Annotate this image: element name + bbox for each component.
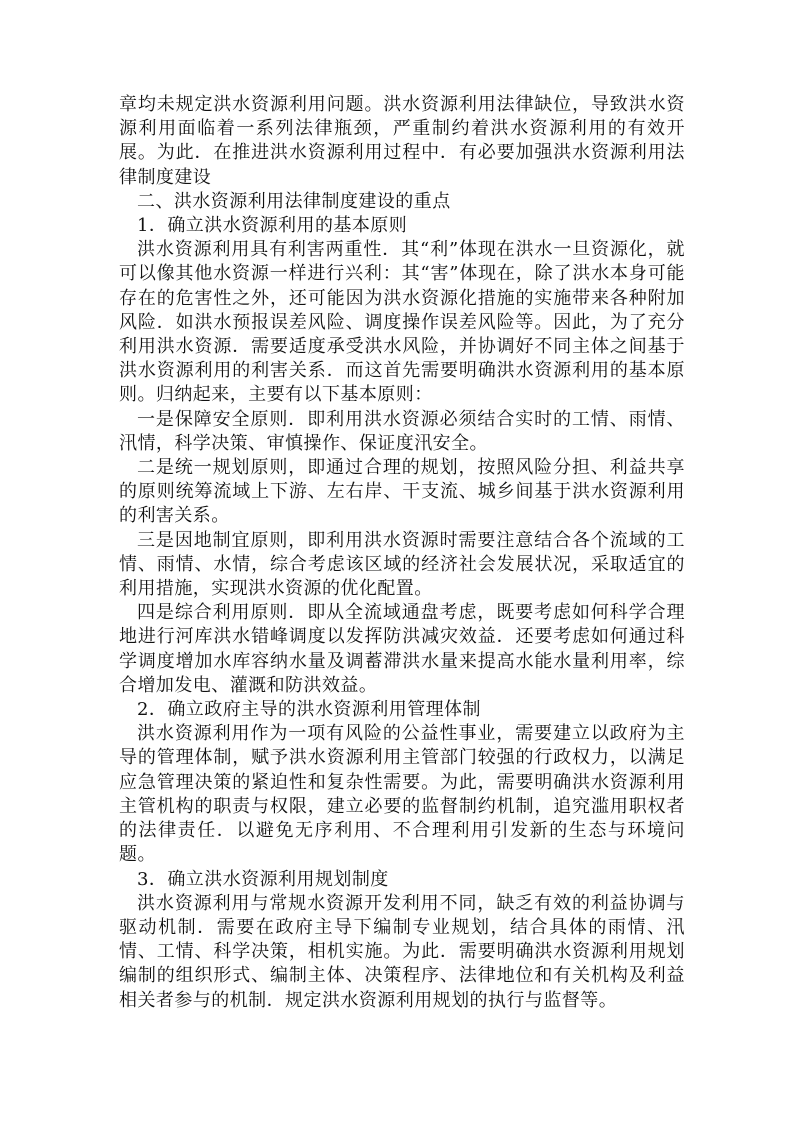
- paragraph-principle-local: 三是因地制宜原则，即利用洪水资源时需要注意结合各个流域的工情、雨情、水情，综合考虑该区域的经济社会发展状况，采取适宜的利用措施，实现洪水资源的优化配置。: [119, 529, 685, 600]
- paragraph-planning-system: 洪水资源利用与常规水资源开发利用不同，缺乏有效的利益协调与驱动机制．需要在政府主导下编制专业规划，结合具体的雨情、汛情、工情、科学决策，相机实施。为此．需要明确洪水资源利用规划编制的组织形式、编制主体、决策程序、法律地位和有关机构及利益相关者参与的机制．规定洪水资源利用规划的执行与监督等。: [119, 892, 685, 1011]
- paragraph-principles-intro: 洪水资源利用具有利害两重性．其“利”体现在洪水一旦资源化，就可以像其他水资源一样进行兴利：其“害”体现在，除了洪水本身可能存在的危害性之外，还可能因为洪水资源化措施的实施带来各种附加风险．如洪水预报误差风险、调度操作误差风险等。因此，为了充分利用洪水资源．需要适度承受洪水风险，并协调好不同主体之间基于洪水资源利用的利害关系．而这首先需要明确洪水资源利用的基本原则。归纳起来，主要有以下基本原则：: [119, 239, 685, 406]
- subheading-2: 2．确立政府主导的洪水资源利用管理体制: [137, 699, 482, 721]
- section-heading-2: 二、洪水资源利用法律制度建设的重点: [137, 190, 451, 212]
- paragraph-intro: 章均未规定洪水资源利用问题。洪水资源利用法律缺位，导致洪水资源利用面临着一系列法律瓶颈，严重制约着洪水资源利用的有效开展。为此．在推进洪水资源利用过程中．有必要加强洪水资源利用法律制度建设: [119, 94, 685, 188]
- paragraph-principle-safety: 一是保障安全原则．即利用洪水资源必须结合实时的工情、雨情、汛情，科学决策、审慎操作、保证度汛安全。: [119, 408, 685, 454]
- document-body: [119, 93, 685, 1013]
- paragraph-principle-planning: 二是统一规划原则，即通过合理的规划，按照风险分担、利益共享的原则统筹流域上下游、左右岸、干支流、城乡间基于洪水资源利用的利害关系。: [119, 457, 685, 527]
- subheading-1: 1．确立洪水资源利用的基本原则: [137, 215, 408, 237]
- subheading-3: 3．确立洪水资源利用规划制度: [137, 868, 389, 890]
- paragraph-principle-comprehensive: 四是综合利用原则．即从全流域通盘考虑，既要考虑如何科学合理地进行河库洪水错峰调度以发挥防洪减灾效益．还要考虑如何通过科学调度增加水库容纳水量及调蓄滞洪水量来提高水能水量利用率，综合增加发电、灌溉和防洪效益。: [119, 602, 685, 696]
- paragraph-management: 洪水资源利用作为一项有风险的公益性事业，需要建立以政府为主导的管理体制，赋予洪水资源利用主管部门较强的行政权力，以满足应急管理决策的紧迫性和复杂性需要。为此，需要明确洪水资源利用主管机构的职责与权限，建立必要的监督制约机制，追究滥用职权者的法律责任．以避免无序利用、不合理利用引发新的生态与环境问题。: [119, 723, 685, 866]
